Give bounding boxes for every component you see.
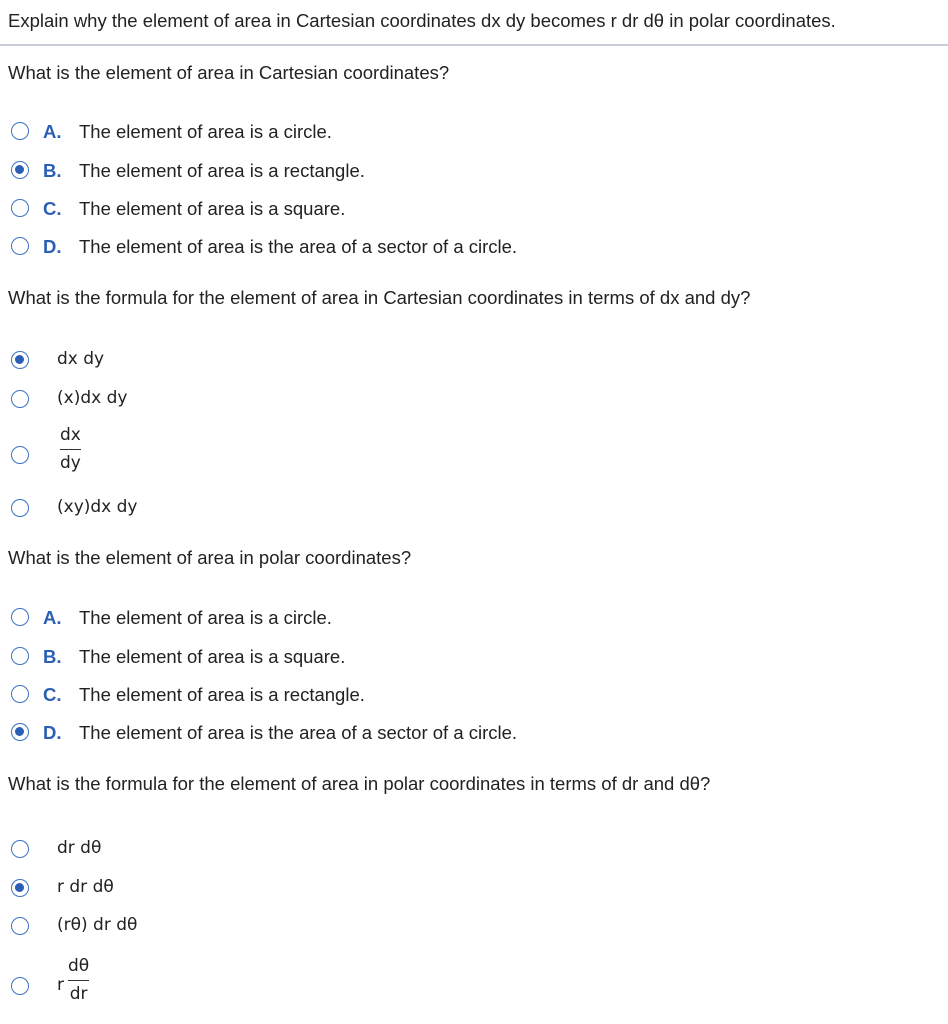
fraction-denominator: dr — [69, 984, 88, 1004]
radio-button-icon[interactable] — [11, 647, 29, 665]
option-letter: C. — [43, 684, 62, 705]
option-text: The element of area is a circle. — [79, 607, 332, 628]
fraction-numerator: dθ — [68, 956, 90, 976]
option-text: The element of area is a square. — [79, 646, 346, 667]
option-letter: A. — [43, 121, 62, 142]
fraction-bar — [60, 449, 81, 450]
option-text: The element of area is a circle. — [79, 121, 332, 142]
option-letter: A. — [43, 607, 62, 628]
q4-option-3[interactable] — [10, 917, 410, 943]
question-3-prompt: What is the element of area in polar coordinates? — [8, 547, 412, 568]
q3-option-b[interactable] — [10, 643, 910, 673]
question-2-prompt: What is the formula for the element of area in Cartesian coordinates in terms of dx and dy? — [8, 287, 751, 308]
formula-text: r dr dθ — [57, 877, 114, 897]
option-text: The element of area is a rectangle. — [79, 684, 365, 705]
radio-button-icon[interactable] — [11, 608, 29, 626]
radio-button-icon[interactable] — [11, 977, 29, 995]
formula-text: dr dθ — [57, 838, 102, 858]
option-text: The element of area is the area of a sector of a circle. — [79, 236, 518, 257]
option-letter: B. — [43, 646, 62, 667]
radio-button-icon[interactable] — [11, 390, 29, 408]
radio-button-icon[interactable] — [11, 499, 29, 517]
q2-option-1[interactable] — [10, 351, 410, 377]
option-text: The element of area is a square. — [79, 198, 346, 219]
q4-option-4[interactable] — [10, 955, 410, 1015]
q2-option-4[interactable] — [10, 499, 410, 525]
option-text: The element of area is the area of a sector of a circle. — [79, 722, 518, 743]
question-4-prompt: What is the formula for the element of area in polar coordinates in terms of dr and dθ? — [8, 773, 711, 794]
radio-button-selected-icon[interactable] — [11, 351, 29, 369]
radio-button-icon[interactable] — [11, 840, 29, 858]
option-text: The element of area is a rectangle. — [79, 160, 365, 181]
formula-text: dx dy — [57, 349, 105, 369]
formula-text: (xy)dx dy — [57, 497, 138, 517]
formula-prefix: r — [57, 975, 64, 995]
radio-button-selected-icon[interactable] — [11, 879, 29, 897]
radio-button-selected-icon[interactable] — [11, 723, 29, 741]
fraction-denominator: dy — [60, 453, 81, 473]
radio-button-icon[interactable] — [11, 685, 29, 703]
q1-option-c[interactable] — [10, 195, 910, 225]
formula-text: (x)dx dy — [57, 388, 128, 408]
option-letter: B. — [43, 160, 62, 181]
radio-button-icon[interactable] — [11, 122, 29, 140]
q1-option-b[interactable] — [10, 157, 910, 187]
radio-button-icon[interactable] — [11, 237, 29, 255]
fraction — [60, 424, 81, 474]
q4-option-2[interactable] — [10, 879, 410, 905]
radio-button-icon[interactable] — [11, 446, 29, 464]
q2-option-2[interactable] — [10, 390, 410, 416]
radio-button-icon[interactable] — [11, 199, 29, 217]
q4-option-1[interactable] — [10, 840, 410, 866]
problem-statement: Explain why the element of area in Cartesian coordinates dx dy becomes r dr dθ in polar coordinates. — [8, 10, 836, 31]
fraction-bar — [68, 980, 89, 981]
option-letter: D. — [43, 722, 62, 743]
q2-option-3[interactable] — [10, 424, 410, 484]
radio-button-icon[interactable] — [11, 917, 29, 935]
fraction — [68, 955, 89, 1005]
q3-option-c[interactable] — [10, 681, 910, 711]
option-letter: D. — [43, 236, 62, 257]
formula-text: (rθ) dr dθ — [57, 915, 138, 935]
q3-option-a[interactable] — [10, 604, 910, 634]
fraction-numerator: dx — [60, 425, 81, 445]
q3-option-d[interactable] — [10, 719, 910, 749]
question-1-prompt: What is the element of area in Cartesian coordinates? — [8, 62, 450, 83]
radio-button-selected-icon[interactable] — [11, 161, 29, 179]
option-letter: C. — [43, 198, 62, 219]
q1-option-a[interactable] — [10, 118, 910, 148]
problem-header — [0, 0, 948, 46]
q1-option-d[interactable] — [10, 233, 910, 263]
